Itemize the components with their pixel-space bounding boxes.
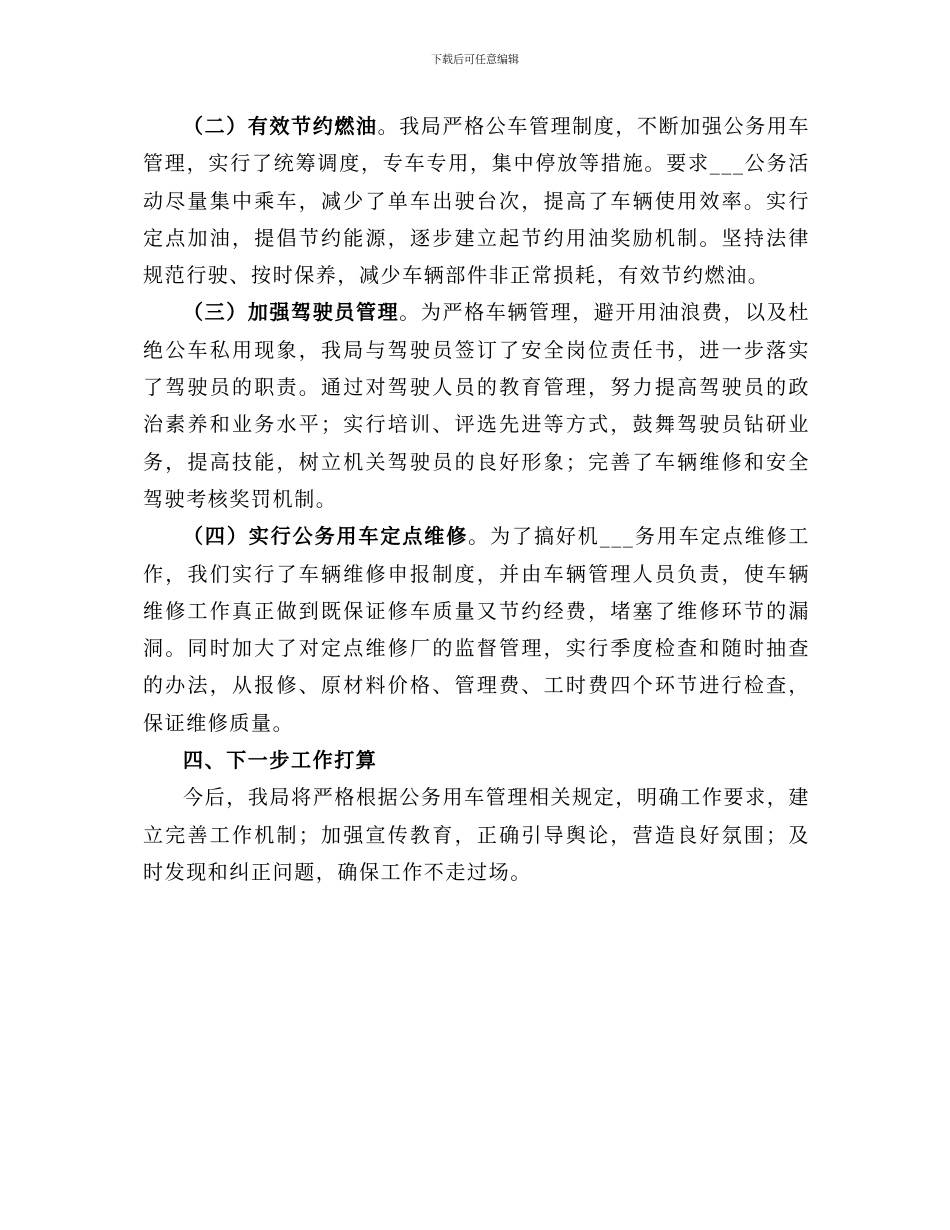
paragraph-lead: （二）有效节约燃油	[183, 114, 378, 138]
paragraph-text: 。为严格车辆管理，避开用油浪费，以及杜绝公车私用现象，我局与驾驶员签订了安全岗位责任书，进一步落实了驾驶员的职责。通过对驾驶人员的教育管理，努力提高驾驶员的政治素养和业务水平；实行培训、评选先进等方式，鼓舞驾驶员钻研业务，提高技能，树立机关驾驶员的良好形象；完善了车辆维修和安全驾驶考核奖罚机制。	[143, 300, 811, 511]
paragraph-lead: （三）加强驾驶员管理	[183, 300, 400, 325]
paragraph-lead: （四）实行公务用车定点维修	[183, 524, 469, 549]
paragraph-next-steps: 今后，我局将严格根据公务用车管理相关规定，明确工作要求，建立完善工作机制；加强宣传教育，正确引导舆论，营造良好氛围；及时发现和纠正问题，确保工作不走过场。	[143, 785, 810, 884]
paragraph-text: 。为了搞好机___务用车定点维修工作，我们实行了车辆维修申报制度，并由车辆管理人员负责，使车辆维修工作真正做到既保证修车质量又节约经费，堵塞了维修环节的漏洞。同时加大了对定点维修厂的监督管理，实行季度检查和随时抽查的办法，从报修、原材料价格、管理费、工时费四个环节进行检查，保证维修质量。	[143, 524, 810, 735]
paragraph-designated-repair	[143, 518, 810, 742]
paragraph-text: 。我局严格公车管理制度，不断加强公务用车管理，实行了统筹调度，专车专用，集中停放等措施。要求___公务活动尽量集中乘车，减少了单车出驶台次，提高了车辆使用效率。实行定点加油，提倡节约能源，逐步建立起节约用油奖励机制。坚持法律规范行驶、按时保养，减少车辆部件非正常损耗，有效节约燃油。	[143, 114, 810, 288]
document-body	[143, 108, 810, 891]
paragraph-fuel-saving	[143, 108, 810, 294]
paragraph-driver-management	[143, 294, 810, 518]
page-header-note: 下载后可任意编辑	[431, 53, 519, 66]
section-heading: 四、下一步工作打算	[183, 748, 378, 773]
